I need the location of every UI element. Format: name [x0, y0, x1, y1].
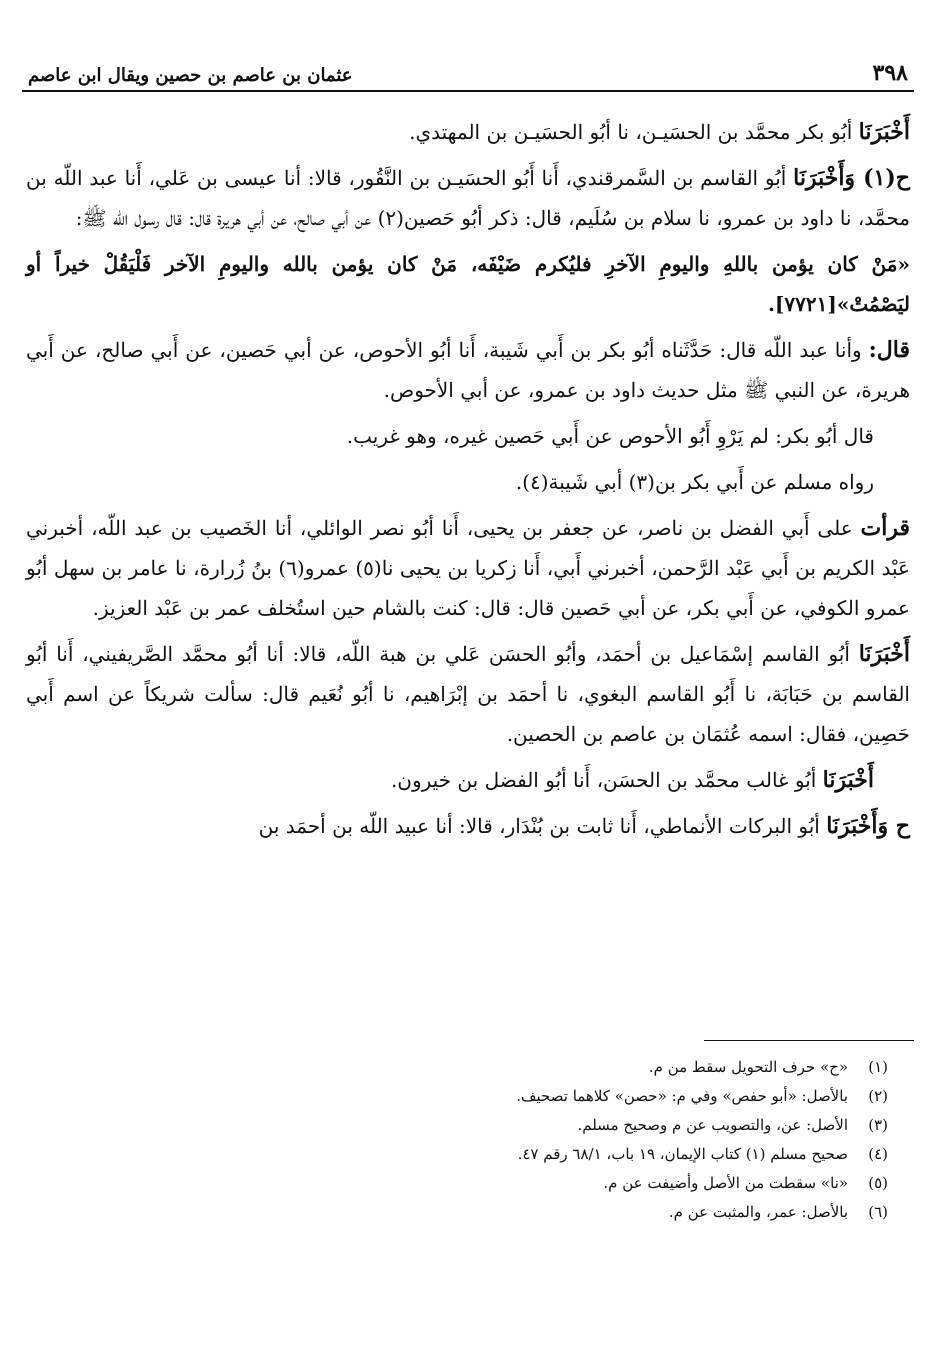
paragraph-text: رواه مسلم عن أَبي بكر بن(٣) أبي شَيبة(٤).: [515, 470, 874, 494]
paragraph: [26, 634, 910, 754]
footnote-mark: (٢): [868, 1087, 888, 1105]
paragraph-text: أبُو البركات الأنماطي، أَنا ثابت بن بُنْدَار، قالا: أنا عبيد اللّه بن أحمَد بن: [258, 814, 827, 838]
footnote: [94, 1111, 888, 1140]
paragraph-lead: أَخْبَرَنَا: [858, 641, 911, 667]
footnote: [94, 1053, 888, 1082]
footnote: [94, 1082, 888, 1111]
paragraph: [26, 416, 910, 456]
paragraph-text: أبُو القاسم إسْمَاعيل بن أحمَد، وأبُو الحسَن عَلي بن هبة اللّه، قالا: أنا أبُو محمَّد الصَّريفيني، أَنا أبُو القاسم بن حَبَابَة، نا أَبُو القاسم البغوي، نا أحمَد بن إبْرَاهيم، نا أبُو نُعَيم قال: سألت شريكاً عن اسم أَبي حَصِين، فقال: اسمه عُثمَان بن عاصم بن الحصين.: [26, 642, 910, 746]
paragraph-text: وأنا عبد اللّه قال: حَدَّثَناه أبُو بكر بن أَبي شَيبة، أَنا أبُو الأحوص، عن أبي حَصين، عن أَبي صالح، عن أَبي هريرة، عن النبي ﷺ مثل حديث داود بن عمرو، عن أبي الأحوص.: [26, 338, 910, 402]
footnote-mark: (٦): [868, 1203, 888, 1221]
running-title: عثمان بن عاصم بن حصين ويقال ابن عاصم: [28, 65, 353, 86]
paragraph: [26, 158, 910, 238]
paragraph-text: أبُو غالب محمَّد بن الحسَن، أَنا أبُو الفضل بن خيرون.: [390, 768, 823, 792]
paragraph-lead: أَخْبَرَنَا: [822, 767, 874, 793]
footnote-mark: (٣): [868, 1116, 888, 1134]
footnote-text: «ح» حرف التحويل سقط من م.: [648, 1058, 848, 1076]
footnote-text: «نا» سقطت من الأصل وأضيفت عن م.: [603, 1174, 848, 1192]
footnote: [94, 1140, 888, 1169]
paragraph: [26, 508, 910, 628]
footnote-text: بالأصل: «أبو حفص» وفي م: «حصن» كلاهما تصحيف.: [516, 1087, 848, 1105]
paragraph-lead: ح وَأَخْبَرَنَا: [826, 813, 910, 839]
paragraph: [26, 330, 910, 410]
paragraph: [26, 462, 910, 502]
page-header: [22, 48, 914, 92]
hadith-text: [26, 244, 910, 324]
footnote-divider: [704, 1040, 914, 1041]
footnotes: [94, 1040, 914, 1227]
footnote: [94, 1169, 888, 1198]
paragraph-lead: قرأت: [860, 515, 910, 541]
paragraph-text: «مَنْ كان يؤمن باللهِ واليومِ الآخرِ فليُكرم ضَيْفَه، مَنْ كان يؤمن بالله واليومِ الآخر فَلْيَقُلْ خيراً أو ليَصْمُتْ»[٧٧٢١].: [26, 252, 910, 316]
footnote-mark: (١): [868, 1058, 888, 1076]
footnote-mark: (٤): [868, 1145, 888, 1163]
paragraph-text: أبُو القاسم بن السَّمرقندي، أَنا أَبُو الحسَيـن بن النَّقُور، قالا: أنا عيسى بن عَلي، أَنا عبد اللّه بن محمَّد، نا داود بن عمرو، نا سلام بن سُلَيم، قال: ذكر أبُو حَصين(٢) عن أبي صالح، عن أبي هريرة قال: قال رسول اللّه ﷺ:: [26, 166, 910, 230]
paragraph-lead: قال:: [868, 337, 910, 363]
paragraph: [26, 112, 910, 152]
paragraph-lead: ح(١) وَأَخْبَرَنَا: [793, 165, 910, 191]
paragraph: [26, 806, 910, 846]
footnote-text: بالأصل: عمر، والمثبت عن م.: [668, 1203, 848, 1221]
footnote-mark: (٥): [868, 1174, 888, 1192]
paragraph: [26, 760, 910, 800]
book-page: [22, 48, 914, 852]
page-number: ٣٩٨: [872, 60, 908, 86]
footnote-text: صحيح مسلم (١) كتاب الإيمان، ١٩ باب، ٦٨/١ رقم ٤٧.: [517, 1145, 848, 1163]
footnote-text: الأصل: عن، والتصويب عن م وصحيح مسلم.: [577, 1116, 848, 1134]
paragraph-text: أبُو بكر محمَّد بن الحسَيـن، نا أبُو الحسَيـن بن المهتدي.: [409, 120, 859, 144]
footnote: [94, 1198, 888, 1227]
main-text: [22, 112, 914, 846]
paragraph-lead: أَخْبَرَنَا: [858, 119, 910, 145]
paragraph-text: على أَبي الفضل بن ناصر، عن جعفر بن يحيى، أَنا أبُو نصر الوائلي، أنا الخَصيب بن عبد اللّه، أخبرني عَبْد الكريم بن أَبي عَبْد الرَّحمن، أخبرني أَبي، أَنا زكريا بن يحيى نا(٥) عمرو(٦) بنُ زُرارة، نا عامر بن سهل أبُو عمرو الكوفي، عن أَبي بكر، عن أبي حَصين قال: قال: كنت بالشام حين استُخلف عمر بن عَبْد العزيز.: [26, 516, 910, 620]
paragraph-text: قال أبُو بكر: لم يَرْوِ أَبُو الأحوص عن أَبي حَصين غيره، وهو غريب.: [346, 424, 874, 448]
